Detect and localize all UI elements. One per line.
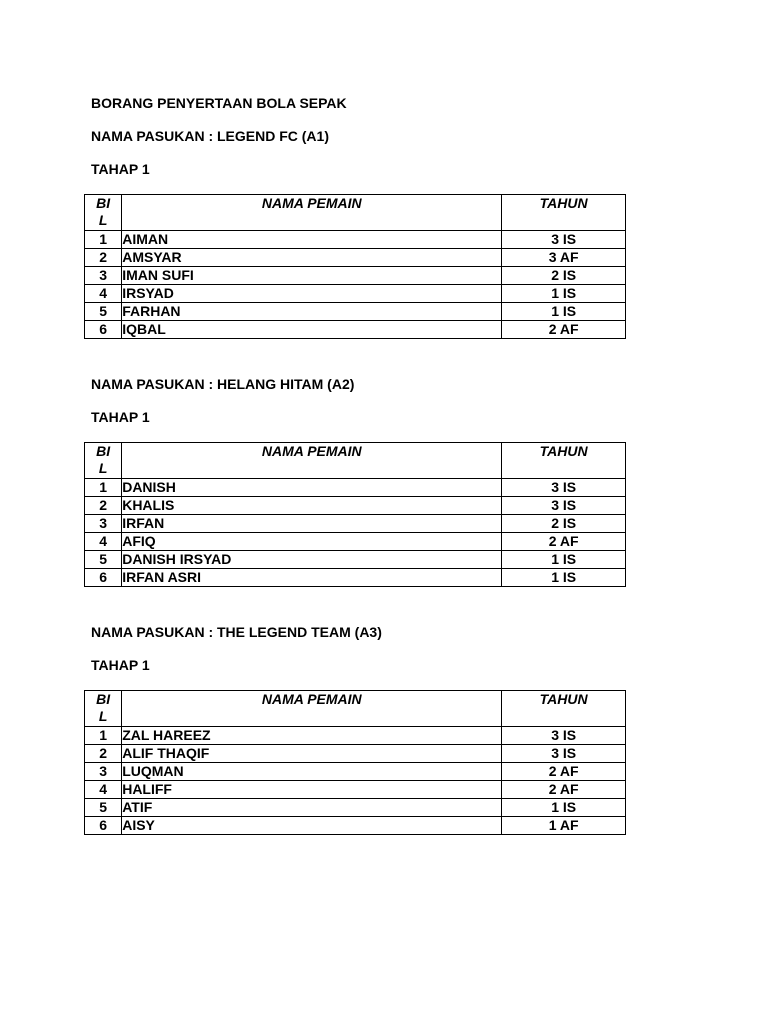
cell-bil: 4 [85, 285, 122, 303]
column-header-nama: NAMA PEMAIN [122, 443, 502, 479]
cell-tahun: 1 IS [502, 285, 626, 303]
cell-tahun: 2 IS [502, 515, 626, 533]
cell-bil: 5 [85, 303, 122, 321]
team-roster-table [84, 442, 626, 587]
team-level: TAHAP 1 [91, 409, 150, 425]
column-header-nama: NAMA PEMAIN [122, 195, 502, 231]
cell-bil: 6 [85, 569, 122, 587]
cell-nama: ALIF THAQIF [122, 745, 502, 763]
column-header-nama: NAMA PEMAIN [122, 691, 502, 727]
cell-tahun: 1 IS [502, 799, 626, 817]
cell-tahun: 3 IS [502, 479, 626, 497]
cell-tahun: 3 IS [502, 231, 626, 249]
cell-nama: IRFAN ASRI [122, 569, 502, 587]
cell-tahun: 1 IS [502, 303, 626, 321]
cell-nama: DANISH [122, 479, 502, 497]
table-row [85, 551, 626, 569]
column-header-tahun: TAHUN [502, 443, 626, 479]
cell-bil: 1 [85, 479, 122, 497]
cell-bil: 1 [85, 231, 122, 249]
table-row [85, 781, 626, 799]
column-header-tahun: TAHUN [502, 691, 626, 727]
cell-nama: FARHAN [122, 303, 502, 321]
column-header-tahun: TAHUN [502, 195, 626, 231]
cell-tahun: 1 AF [502, 817, 626, 835]
cell-tahun: 3 AF [502, 249, 626, 267]
table-row [85, 285, 626, 303]
table-row [85, 817, 626, 835]
team-roster-table [84, 194, 626, 339]
table-header-row [85, 691, 626, 727]
team-roster-table [84, 690, 626, 835]
table-row [85, 763, 626, 781]
cell-nama: AMSYAR [122, 249, 502, 267]
cell-nama: KHALIS [122, 497, 502, 515]
table-row [85, 515, 626, 533]
cell-nama: IQBAL [122, 321, 502, 339]
cell-bil: 3 [85, 267, 122, 285]
column-header-bil: BI L [85, 691, 122, 727]
cell-nama: IMAN SUFI [122, 267, 502, 285]
table-row [85, 727, 626, 745]
team-heading: NAMA PASUKAN : HELANG HITAM (A2) [91, 376, 355, 392]
table-row [85, 249, 626, 267]
table-row [85, 321, 626, 339]
cell-bil: 4 [85, 533, 122, 551]
cell-nama: AFIQ [122, 533, 502, 551]
cell-tahun: 2 AF [502, 321, 626, 339]
cell-tahun: 2 AF [502, 763, 626, 781]
table-row [85, 569, 626, 587]
table-row [85, 267, 626, 285]
cell-bil: 6 [85, 321, 122, 339]
cell-nama: AISY [122, 817, 502, 835]
cell-bil: 2 [85, 249, 122, 267]
table-row [85, 479, 626, 497]
cell-bil: 1 [85, 727, 122, 745]
cell-bil: 4 [85, 781, 122, 799]
cell-tahun: 1 IS [502, 551, 626, 569]
cell-bil: 6 [85, 817, 122, 835]
cell-nama: IRFAN [122, 515, 502, 533]
cell-tahun: 2 IS [502, 267, 626, 285]
table-header-row [85, 195, 626, 231]
cell-nama: ZAL HAREEZ [122, 727, 502, 745]
team-heading: NAMA PASUKAN : LEGEND FC (A1) [91, 128, 329, 144]
table-row [85, 303, 626, 321]
team-level: TAHAP 1 [91, 161, 150, 177]
cell-bil: 3 [85, 763, 122, 781]
document-title: BORANG PENYERTAAN BOLA SEPAK [91, 95, 347, 111]
table-row [85, 799, 626, 817]
cell-nama: LUQMAN [122, 763, 502, 781]
cell-tahun: 3 IS [502, 745, 626, 763]
table-row [85, 533, 626, 551]
cell-tahun: 3 IS [502, 727, 626, 745]
team-level: TAHAP 1 [91, 657, 150, 673]
cell-nama: AIMAN [122, 231, 502, 249]
cell-bil: 2 [85, 745, 122, 763]
cell-tahun: 3 IS [502, 497, 626, 515]
cell-bil: 5 [85, 551, 122, 569]
table-row [85, 497, 626, 515]
team-heading: NAMA PASUKAN : THE LEGEND TEAM (A3) [91, 624, 382, 640]
table-row [85, 745, 626, 763]
cell-nama: IRSYAD [122, 285, 502, 303]
cell-nama: HALIFF [122, 781, 502, 799]
cell-bil: 3 [85, 515, 122, 533]
column-header-bil: BI L [85, 443, 122, 479]
cell-bil: 5 [85, 799, 122, 817]
cell-tahun: 2 AF [502, 533, 626, 551]
cell-tahun: 2 AF [502, 781, 626, 799]
column-header-bil: BI L [85, 195, 122, 231]
cell-nama: ATIF [122, 799, 502, 817]
cell-tahun: 1 IS [502, 569, 626, 587]
table-header-row [85, 443, 626, 479]
cell-nama: DANISH IRSYAD [122, 551, 502, 569]
table-row [85, 231, 626, 249]
cell-bil: 2 [85, 497, 122, 515]
